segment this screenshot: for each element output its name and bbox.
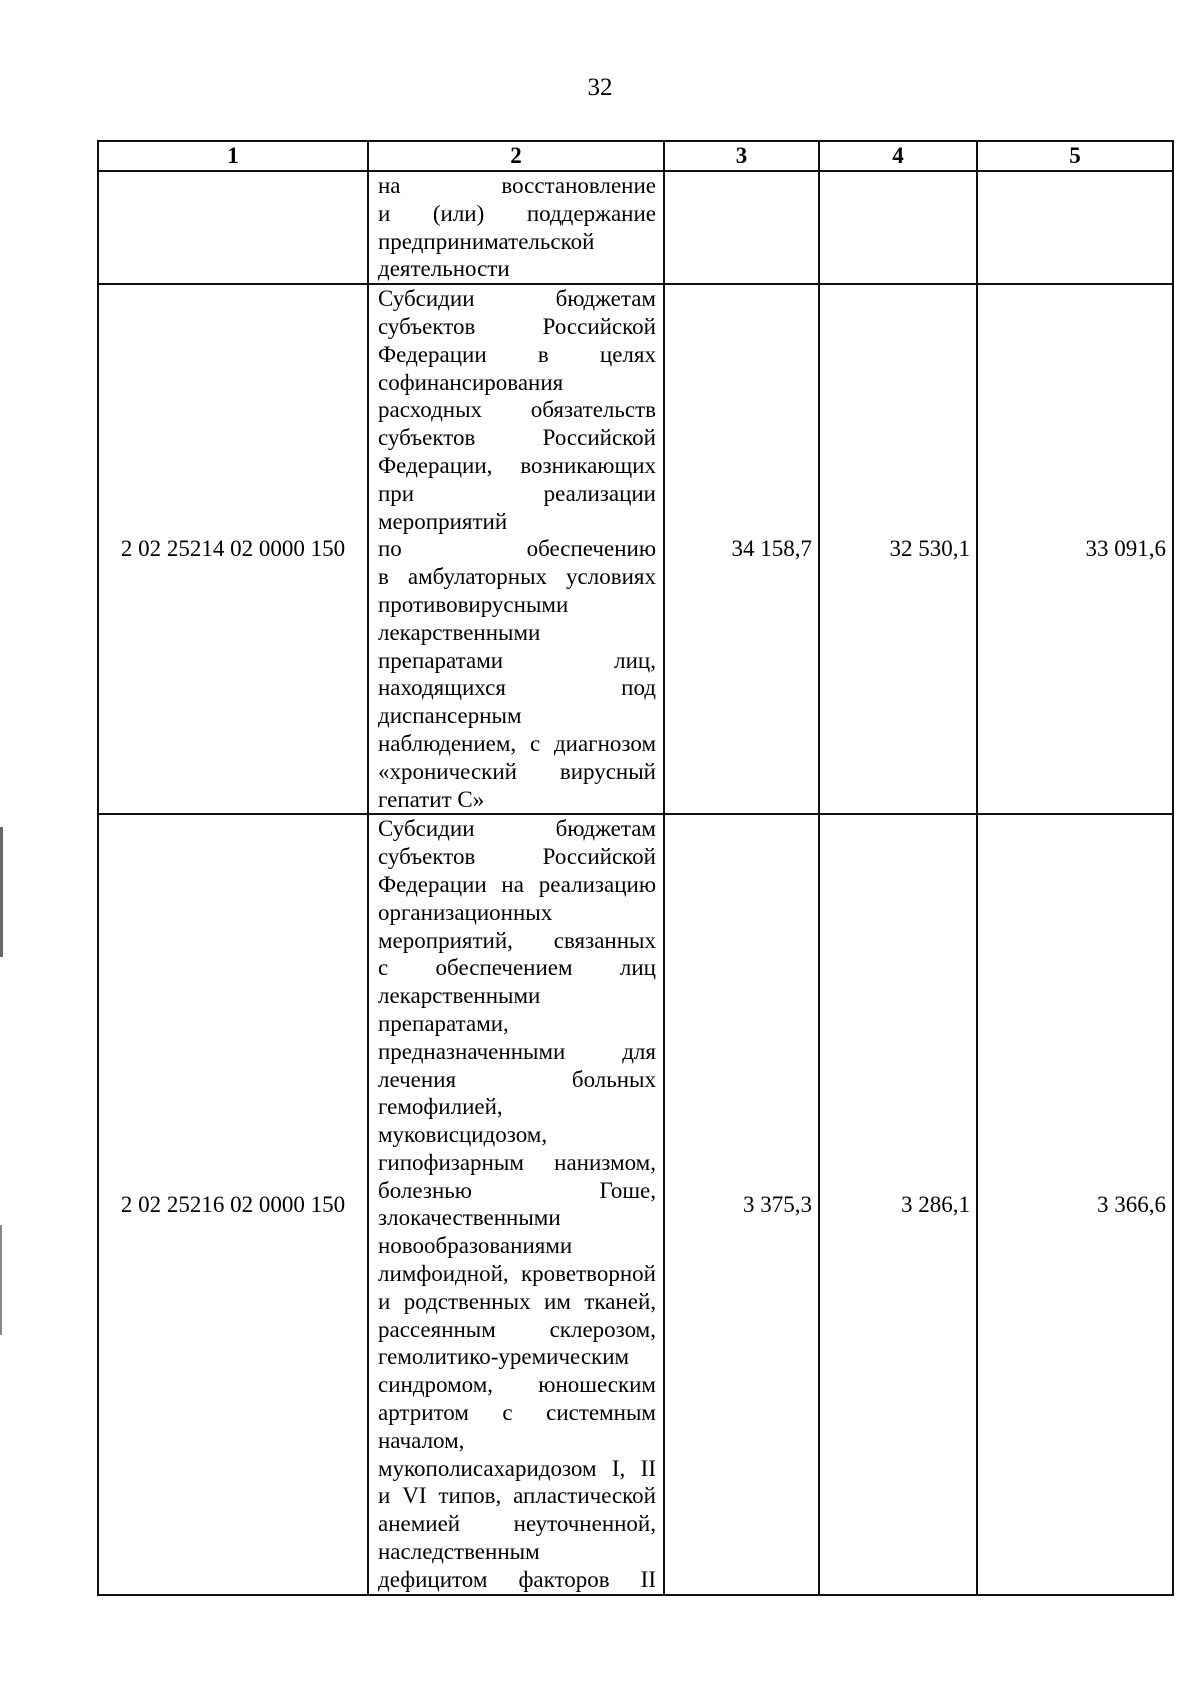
description-line: Субсидии бюджетам	[378, 816, 656, 842]
description-line: гипофизарным нанизмом,	[378, 1149, 656, 1175]
description-line: лекарственными	[378, 619, 541, 645]
description-line: муковисцидозом,	[378, 1122, 548, 1148]
amount-cell-3	[664, 171, 819, 284]
description-line: диспансерным	[378, 703, 522, 729]
description-line: при реализации	[378, 480, 656, 506]
table-body	[98, 171, 1173, 1595]
amount-cell-4: 32 530,1	[819, 284, 977, 814]
description-line: болезнью Гоше,	[378, 1177, 656, 1203]
description-line: артритом с системным	[378, 1400, 656, 1426]
description-line: по обеспечению	[378, 536, 656, 562]
description-line: анемией неуточненной,	[378, 1511, 656, 1537]
description-line: и родственных им тканей,	[378, 1288, 656, 1314]
description-line: субъектов Российской	[378, 313, 656, 339]
column-header-1: 1	[98, 141, 368, 171]
amount-cell-3: 3 375,3	[664, 814, 819, 1594]
description-line: мероприятий	[378, 508, 508, 534]
description-line: субъектов Российской	[378, 425, 656, 451]
description-line: рассеянным склерозом,	[378, 1316, 656, 1342]
description-cell	[368, 284, 664, 814]
description-line: и VI типов, апластической	[378, 1483, 656, 1509]
description-line: Федерации в целях	[378, 341, 656, 367]
description-line: препаратами,	[378, 1010, 509, 1036]
description-line: препаратами лиц,	[378, 647, 656, 673]
description-line: Федерации, возникающих	[378, 452, 656, 478]
amount-cell-5: 3 366,6	[977, 814, 1173, 1594]
description-line: софинансирования	[378, 369, 564, 395]
table-row	[98, 814, 1173, 1594]
description-line: гемофилией,	[378, 1094, 503, 1120]
description-line: расходных обязательств	[378, 397, 656, 423]
page-number: 32	[587, 74, 613, 101]
description-line: «хронический вирусный	[378, 758, 656, 784]
description-line: и (или) поддержание	[378, 200, 656, 226]
description-cell	[368, 171, 664, 284]
description-line: мероприятий, связанных	[378, 927, 656, 953]
amount-cell-4: 3 286,1	[819, 814, 977, 1594]
description-line: наблюдением, с диагнозом	[378, 730, 656, 756]
description-line: наследственным	[378, 1539, 540, 1565]
column-header-5: 5	[977, 141, 1173, 171]
description-line: Субсидии бюджетам	[378, 286, 656, 312]
description-line: в амбулаторных условиях	[378, 564, 656, 590]
header-row	[98, 141, 1173, 171]
description-line: лекарственными	[378, 983, 541, 1009]
column-header-4: 4	[819, 141, 977, 171]
amount-cell-4	[819, 171, 977, 284]
amount-cell-3: 34 158,7	[664, 284, 819, 814]
description-line: дефицитом факторов II	[378, 1566, 656, 1592]
description-line: организационных	[378, 899, 553, 925]
budget-code-cell: 2 02 25214 02 0000 150	[98, 284, 368, 814]
description-line: деятельности	[378, 256, 510, 282]
description-line: с обеспечением лиц	[378, 955, 656, 981]
description-line: предназначенными для	[378, 1038, 656, 1064]
description-line: Федерации на реализацию	[378, 871, 656, 897]
amount-cell-5	[977, 171, 1173, 284]
table-row	[98, 171, 1173, 284]
description-line: началом,	[378, 1427, 465, 1453]
description-line: злокачественными	[378, 1205, 561, 1231]
description-line: лимфоидной, кроветворной	[378, 1261, 656, 1287]
description-line: предпринимательской	[378, 228, 595, 254]
table-header	[98, 141, 1173, 171]
description-line: мукополисахаридозом I, II	[378, 1455, 656, 1481]
description-line: субъектов Российской	[378, 844, 656, 870]
budget-table	[97, 140, 1174, 1596]
description-cell	[368, 814, 664, 1594]
budget-code-cell	[98, 171, 368, 284]
description-line: противовирусными	[378, 591, 569, 617]
description-line: гемолитико-уремическим	[378, 1344, 630, 1370]
table-row	[98, 284, 1173, 814]
description-line: на восстановление	[378, 173, 656, 198]
description-line: синдромом, юношеским	[378, 1372, 656, 1398]
scan-artifact	[0, 1225, 2, 1335]
description-line: находящихся под	[378, 675, 656, 701]
scan-artifact	[0, 827, 3, 957]
description-line: гепатит С»	[378, 786, 485, 812]
amount-cell-5: 33 091,6	[977, 284, 1173, 814]
column-header-3: 3	[664, 141, 819, 171]
description-line: лечения больных	[378, 1066, 656, 1092]
description-line: новообразованиями	[378, 1233, 573, 1259]
budget-code-cell: 2 02 25216 02 0000 150	[98, 814, 368, 1594]
column-header-2: 2	[368, 141, 664, 171]
